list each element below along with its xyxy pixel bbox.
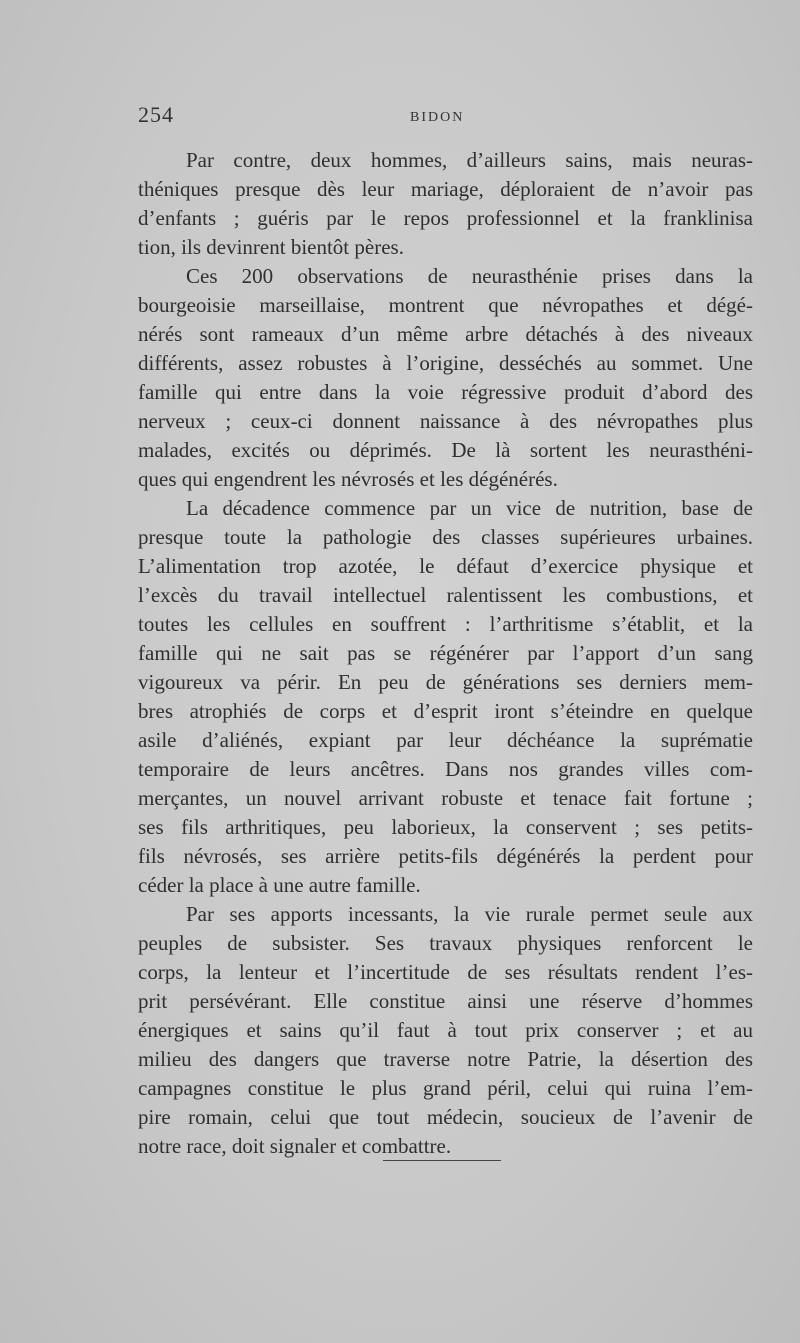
text-line: céder la place à une autre famille. — [138, 873, 421, 897]
text-line: différents, assez robustes à l’origine, desséchés au sommet. Une — [138, 351, 753, 375]
text-line: bres atrophiés de corps et d’esprit iront s’éteindre en quelque — [138, 699, 753, 723]
text-line: L’alimentation trop azotée, le défaut d’exercice physique et — [138, 554, 753, 578]
text-line: La décadence commence par un vice de nutrition, base de — [186, 496, 753, 520]
text-line: famille qui entre dans la voie régressive produit d’abord des — [138, 380, 753, 404]
text-line: ques qui engendrent les névrosés et les dégénérés. — [138, 467, 558, 491]
text-line: Ces 200 observations de neurasthénie prises dans la — [186, 264, 753, 288]
text-line: asile d’aliénés, expiant par leur déchéance la suprématie — [138, 728, 753, 752]
text-line: famille qui ne sait pas se régénérer par l’apport d’un sang — [138, 641, 753, 665]
paragraph-1 — [138, 146, 753, 262]
text-line: bourgeoisie marseillaise, montrent que névropathes et dégé- — [138, 293, 753, 317]
text-line: énergiques et sains qu’il faut à tout prix conserver ; et au — [138, 1018, 753, 1042]
text-line: malades, excités ou déprimés. De là sortent les neurasthéni- — [138, 438, 753, 462]
text-line: d’enfants ; guéris par le repos professionnel et la franklinisa — [138, 206, 753, 230]
text-line: tion, ils devinrent bientôt pères. — [138, 235, 404, 259]
text-line: l’excès du travail intellectuel ralentissent les combustions, et — [138, 583, 753, 607]
text-line: fils névrosés, ses arrière petits-fils dégénérés la perdent pour — [138, 844, 753, 868]
paragraph-2 — [138, 262, 753, 494]
text-line: nérés sont rameaux d’un même arbre détachés à des niveaux — [138, 322, 753, 346]
text-line: théniques presque dès leur mariage, déploraient de n’avoir pas — [138, 177, 753, 201]
text-line: presque toute la pathologie des classes supérieures urbaines. — [138, 525, 753, 549]
running-title: BIDON — [410, 110, 465, 125]
page-number: 254 — [138, 102, 174, 127]
text-line: toutes les cellules en souffrent : l’arthritisme s’établit, et la — [138, 612, 753, 636]
end-rule-divider — [383, 1160, 501, 1161]
text-line: campagnes constitue le plus grand péril, celui qui ruina l’em- — [138, 1076, 753, 1100]
text-line: corps, la lenteur et l’incertitude de ses résultats rendent l’es- — [138, 960, 753, 984]
text-line: merçantes, un nouvel arrivant robuste et tenace fait fortune ; — [138, 786, 753, 810]
text-line: pire romain, celui que tout médecin, soucieux de l’avenir de — [138, 1105, 753, 1129]
text-line: milieu des dangers que traverse notre Patrie, la désertion des — [138, 1047, 753, 1071]
body-text — [138, 146, 753, 1161]
paragraph-3 — [138, 494, 753, 900]
text-line: nerveux ; ceux-ci donnent naissance à des névropathes plus — [138, 409, 753, 433]
text-line: Par contre, deux hommes, d’ailleurs sains, mais neuras- — [186, 148, 753, 172]
text-line: peuples de subsister. Ses travaux physiques renforcent le — [138, 931, 753, 955]
paragraph-4 — [138, 900, 753, 1161]
text-line: temporaire de leurs ancêtres. Dans nos grandes villes com- — [138, 757, 753, 781]
text-line: ses fils arthritiques, peu laborieux, la conservent ; ses petits- — [138, 815, 753, 839]
text-line: vigoureux va périr. En peu de générations ses derniers mem- — [138, 670, 753, 694]
running-head — [138, 102, 758, 132]
text-line: notre race, doit signaler et combattre. — [138, 1134, 452, 1158]
text-line: prit persévérant. Elle constitue ainsi une réserve d’hommes — [138, 989, 753, 1013]
text-line: Par ses apports incessants, la vie rurale permet seule aux — [186, 902, 753, 926]
